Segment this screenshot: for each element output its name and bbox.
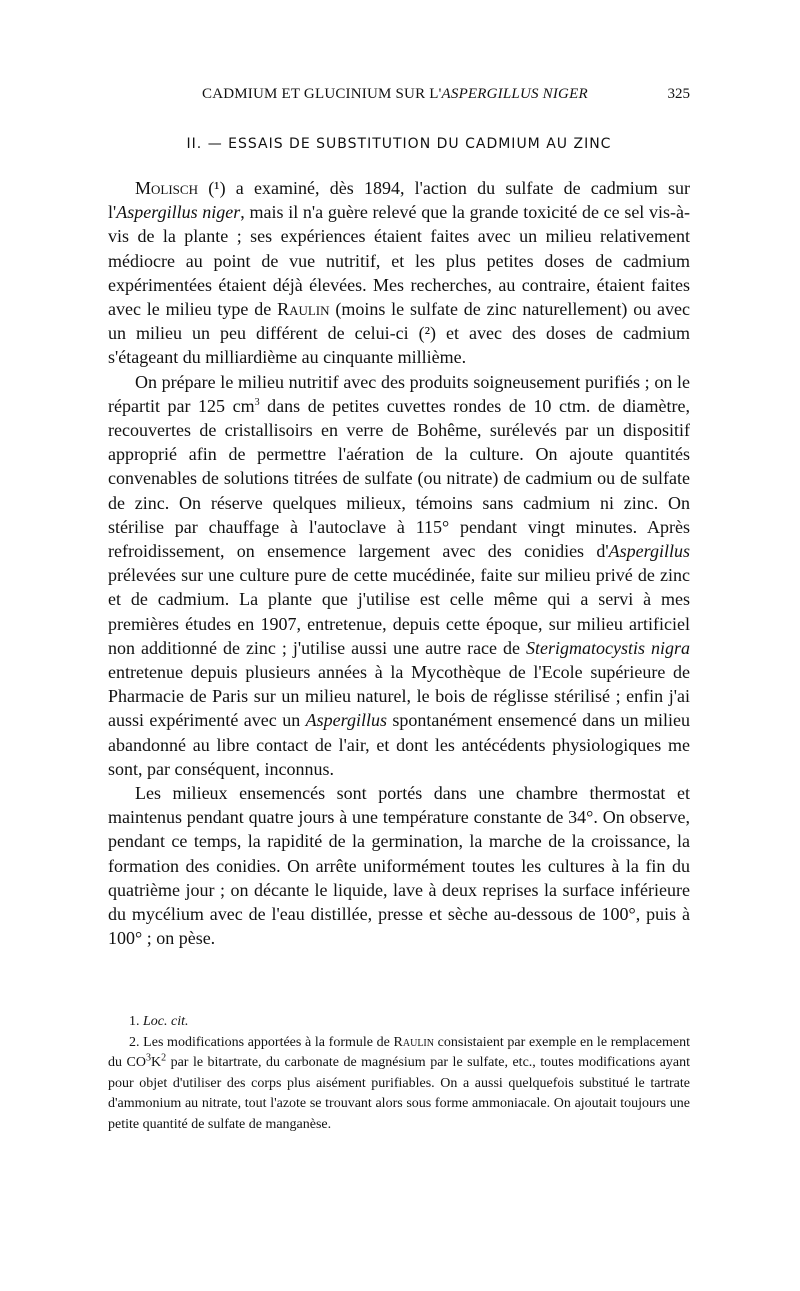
footnote-ref-1: (¹) (208, 178, 226, 198)
footnotes (108, 1012, 690, 1135)
p1-text-2: , mais il n'a guère relevé que la grande toxicité de ce sel vis-à-vis de la plante ; ses expériences étaient faites avec un milieu relativement médiocre au point de vue nutritif, et les plus petites doses de cadmium expérimentées étaient déjà élevées. Mes recherches, au contraire, étaient faites avec le milieu type de (108, 202, 690, 320)
p2-text-4: entretenue depuis plusieurs années à la Mycothèque de l'Ecole supérieure de Pharmacie de Paris sur un milieu naturel, le bois de réglisse stérilisé ; enfin j'ai aussi expérimenté avec un (108, 662, 690, 731)
p1-text-1: a examiné, dès 1894, l'action du sulfate de cadmium sur l' (108, 178, 690, 223)
author-name: Molisch (135, 178, 198, 198)
p1-text-4: et avec des doses de cadmium s'étageant du milliardième au cinquante millième. (108, 323, 691, 368)
p1-text-3: (moins le sulfate de zinc naturellement) ou avec un milieu un peu différent de celui-ci (108, 299, 691, 344)
footnote-2-number: 2. (129, 1034, 140, 1050)
p2-italic-2: Sterigmatocystis nigra (526, 637, 690, 658)
footnote-2-text-1: Les modifications apportées à la formule de (143, 1034, 394, 1050)
footnote-1-text: Loc. cit. (143, 1014, 189, 1029)
p2-text-1: On prépare le milieu nutritif avec des produits soigneusement purifiés ; on le répartit par 125 cm (108, 371, 690, 416)
footnote-ref-2: (²) (418, 323, 437, 344)
footnote-2-k: K (150, 1055, 162, 1070)
p2-text-2: dans de petites cuvettes rondes de 10 ctm. de diamètre, recouvertes de cristallisoirs en verre de Bohême, surélevés par un dispositif approprié afin de permettre l'aération de la culture. On ajoute quantités convenables de solutions titrées de sulfate (ou nitrate) de cadmium ou de sulfate de zinc. On réserve quelques milieux, témoins sans cadmium ni zinc. On stérilise par chauffage à l'autoclave à 115° pendant vingt minutes. Après refroidissement, on ensemence largement avec des conidies d' (108, 395, 690, 562)
p1-raulin: Raulin (277, 299, 330, 320)
p2-text-3: prélevées sur une culture pure de cette mucédinée, faite sur milieu privé de zinc et de cadmium. La plante que j'utilise est celle même qui a servi à mes premières études en 1907, entretenue, depuis cette époque, sur milieu artificiel non additionné de zinc ; j'utilise aussi une autre race de (108, 565, 690, 658)
p2-superscript: 3 (254, 396, 260, 408)
footnote-2-sup-2: 2 (161, 1052, 167, 1064)
p1-italic-species: Aspergillus niger (116, 202, 241, 223)
body-text (108, 176, 690, 951)
footnote-2-text-3: par le bitartrate, du carbonate de magnésium par le sulfate, etc., toutes modifications ayant pour objet d'utiliser des corps plus aisément purifiables. On a aussi quelquefois substitué le tartrate d'ammonium au nitrate, tout l'azote se trouvant alors sous forme ammoniacale. On ajoutait toujours une petite quantité de sulfate de manganèse. (108, 1055, 691, 1132)
p2-italic-3: Aspergillus (305, 710, 387, 731)
paragraph-1 (108, 176, 690, 370)
running-title-prefix: CADMIUM ET GLUCINIUM SUR L' (202, 86, 442, 102)
paragraph-2 (108, 370, 690, 781)
page-number: 325 (667, 86, 690, 102)
p2-text-5: spontanément ensemencé dans un milieu abandonné au libre contact de l'air, et dont les antécédents physiologiques me sont, par conséquent, inconnus. (108, 710, 691, 779)
footnote-2-raulin: Raulin (393, 1034, 434, 1050)
running-head (108, 86, 690, 108)
running-title-italic: ASPERGILLUS NIGER (441, 86, 588, 102)
footnote-2-sup-1: 3 (145, 1052, 151, 1064)
running-title (202, 86, 588, 103)
section-heading: II. — ESSAIS DE SUBSTITUTION DU CADMIUM AU ZINC (186, 136, 612, 152)
footnote-1-number: 1. (129, 1014, 140, 1029)
footnote-1 (108, 1012, 690, 1033)
paragraph-3: Les milieux ensemencés sont portés dans une chambre thermostat et maintenus pendant quatre jours à une température constante de 34°. On observe, pendant ce temps, la rapidité de la germination, la marche de la croissance, la formation des conidies. On arrête uniformément toutes les cultures à la fin du quatrième jour ; on décante le liquide, lave à deux reprises la surface inférieure du mycélium avec de l'eau distillée, presse et sèche au-dessous de 100°, puis à 100° ; on pèse. (108, 783, 690, 949)
p2-italic-1: Aspergillus (608, 541, 690, 562)
footnote-2 (108, 1033, 690, 1136)
footnote-2-text-2: consistaient par exemple en le remplacement du CO (108, 1034, 690, 1070)
